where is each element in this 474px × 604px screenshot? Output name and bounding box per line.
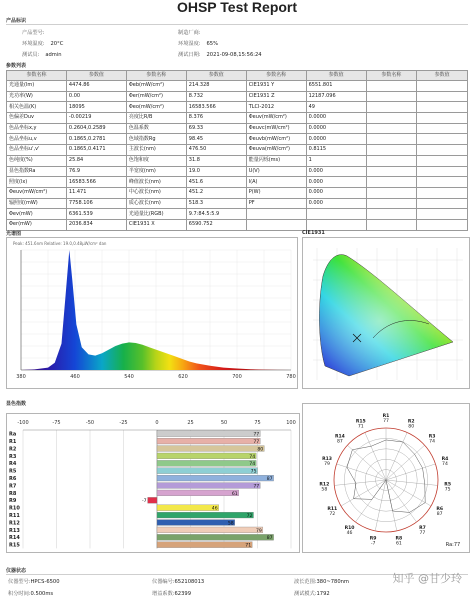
param-value: 0.1865,0.2781 — [66, 134, 126, 145]
params-row — [7, 219, 468, 230]
param-name: 半宽度(nm) — [126, 166, 186, 177]
param-name: 主波长(nm) — [126, 145, 186, 156]
ra-label: Ra:77 — [445, 542, 461, 548]
params-header-cell: 参数名称 — [7, 71, 67, 81]
param-name: Φer(mW/cm²) — [126, 91, 186, 102]
param-name — [366, 145, 417, 156]
tester-field: 测试员: admin — [22, 52, 62, 58]
cri-category-label: R7 — [9, 483, 17, 490]
cri-category-label: R9 — [9, 498, 17, 505]
param-value: 518.3 — [186, 198, 246, 209]
cri-bar — [157, 527, 263, 533]
cri-category-label: R3 — [9, 453, 17, 460]
params-row — [7, 155, 468, 166]
param-value — [417, 198, 468, 209]
param-value: 451.6 — [186, 177, 246, 188]
cri-bar — [157, 512, 253, 518]
param-value — [417, 219, 468, 230]
manufacturer-field: 制造厂商: — [178, 30, 201, 36]
param-name: Φeuvc(mW/cm²) — [246, 123, 306, 134]
polar-spoke — [347, 445, 386, 480]
cri-value-label: 77 — [253, 432, 260, 438]
param-name — [366, 123, 417, 134]
params-row — [7, 166, 468, 177]
param-name: CIE1931 Y — [246, 81, 306, 92]
params-row — [7, 198, 468, 209]
param-value — [417, 113, 468, 124]
param-value: 16583.566 — [66, 177, 126, 188]
param-name — [366, 209, 417, 220]
params-row — [7, 91, 468, 102]
param-value: 18095 — [66, 102, 126, 113]
cri-value-label: 46 — [211, 506, 218, 512]
param-value: 0.000 — [306, 198, 366, 209]
cri-category-label: R2 — [9, 446, 17, 453]
cri-bar — [157, 542, 252, 548]
cri-x-tick: 50 — [220, 420, 228, 426]
param-name — [366, 198, 417, 209]
spectrum-x-tick: 460 — [70, 374, 80, 380]
param-value: 0.000 — [306, 177, 366, 188]
polar-value-label: 72 — [329, 512, 336, 517]
param-value: 0.000 — [306, 187, 366, 198]
param-name: 色品坐标x,y — [7, 123, 67, 134]
param-value: 0.1865,0.4171 — [66, 145, 126, 156]
params-heading: 参数列表 — [6, 63, 27, 69]
cie-heading: CIE1931 — [302, 230, 325, 236]
cri-bar — [157, 534, 274, 540]
cri-category-label: Ra — [9, 431, 17, 438]
cri-value-label: 77 — [253, 440, 260, 445]
param-name — [366, 219, 417, 230]
param-name: TLCI-2012 — [246, 102, 306, 113]
polar-value-label: 77 — [383, 419, 389, 424]
param-name: Φeuva(mW/cm²) — [246, 145, 306, 156]
cri-value-label: 58 — [227, 521, 234, 527]
polar-value-label: 74 — [442, 461, 448, 467]
params-row — [7, 209, 468, 220]
spectrum-x-tick: 380 — [16, 374, 26, 380]
param-name: 光功率(W) — [7, 91, 67, 102]
polar-spoke — [386, 464, 435, 480]
polar-category-label: R10 — [344, 526, 355, 532]
spectrum-x-tick: 700 — [232, 374, 242, 380]
param-value: 6551.801 — [306, 81, 366, 92]
param-name — [366, 177, 417, 188]
param-value — [417, 166, 468, 177]
param-name: 色域指数Rg — [126, 134, 186, 145]
polar-category-label: R9 — [369, 536, 377, 542]
polar-category-label: R8 — [395, 536, 403, 542]
cri-value-label: 77 — [253, 484, 260, 490]
param-value — [417, 123, 468, 134]
param-value: 1 — [306, 155, 366, 166]
cri-bar-chart — [7, 414, 299, 552]
wavelength-range-field: 波长范围:380~780nm — [294, 579, 349, 585]
param-name: 色纯度(%) — [7, 155, 67, 166]
spectrum-x-tick: 540 — [124, 374, 134, 380]
cri-bar — [157, 490, 239, 496]
cri-category-label: R4 — [9, 461, 17, 468]
cri-value-label: -7 — [142, 499, 147, 505]
polar-spoke — [337, 464, 386, 480]
param-name: Φeuvb(mW/cm²) — [246, 134, 306, 145]
product-model-field: 产品型号: — [22, 30, 45, 36]
polar-category-label: R2 — [407, 419, 415, 425]
cri-value-label: 72 — [246, 514, 253, 519]
cri-value-label: 87 — [266, 477, 273, 482]
cri-x-tick: -100 — [17, 420, 29, 426]
param-value: -0.00219 — [66, 113, 126, 124]
cie-diagram — [303, 238, 469, 388]
param-value — [417, 177, 468, 188]
polar-value-label: 77 — [419, 531, 426, 537]
instrument-serial-field: 仪器编号:652108013 — [152, 579, 205, 585]
polar-value-label: 74 — [429, 439, 436, 445]
cri-value-label: 87 — [266, 536, 273, 542]
param-name: 色饱和度 — [126, 155, 186, 166]
param-name: 峰值波长(nm) — [126, 177, 186, 188]
polar-value-label: 61 — [395, 541, 402, 547]
param-name — [366, 134, 417, 145]
cri-x-tick: -75 — [52, 420, 61, 426]
cri-category-label: R14 — [9, 535, 20, 542]
param-value: 0.2604,0.2589 — [66, 123, 126, 134]
cri-category-label: R13 — [9, 527, 20, 534]
cri-value-label: 74 — [249, 454, 256, 460]
param-name: 照度(lx) — [7, 177, 67, 188]
cri-bar — [157, 475, 274, 481]
params-row — [7, 81, 468, 92]
param-name: Φeuv(mW/cm²) — [246, 113, 306, 124]
test-date-field: 测试日期: 2021-09-08,15:56:24 — [178, 52, 262, 58]
param-value: 0.0000 — [306, 113, 366, 124]
param-name: P(W) — [246, 187, 306, 198]
cri-value-label: 61 — [231, 491, 238, 497]
param-value: 0.8115 — [306, 145, 366, 156]
param-name: 能量闪烁(ms) — [246, 155, 306, 166]
params-row — [7, 113, 468, 124]
param-value: 9.7:84.5:5.9 — [186, 209, 246, 220]
divider — [6, 24, 468, 25]
polar-category-label: R11 — [327, 507, 338, 512]
cri-category-label: R12 — [9, 520, 20, 527]
spectrum-panel — [6, 237, 298, 389]
param-value: 25.84 — [66, 155, 126, 166]
param-name: CIE1931 Z — [246, 91, 306, 102]
cri-bar — [157, 468, 258, 474]
param-name — [246, 219, 306, 230]
param-value — [417, 187, 468, 198]
param-name: U(V) — [246, 166, 306, 177]
param-name — [366, 91, 417, 102]
param-value: 0.0000 — [306, 123, 366, 134]
params-header-cell: 参数值 — [66, 71, 126, 81]
param-value: 31.8 — [186, 155, 246, 166]
param-name: Φer(mW) — [7, 219, 67, 230]
param-value: 2036.834 — [66, 219, 126, 230]
polar-category-label: R14 — [334, 434, 345, 440]
param-value — [417, 134, 468, 145]
cri-bar — [157, 438, 260, 444]
cri-category-label: R1 — [9, 439, 17, 445]
param-name: 显色指数Ra — [7, 166, 67, 177]
polar-value-label: 80 — [408, 424, 415, 430]
polar-value-label: 71 — [357, 424, 364, 430]
polar-value-label: 75 — [444, 487, 451, 493]
gain-field: 增益系数:62399 — [152, 591, 192, 597]
cri-bar — [157, 483, 260, 489]
instrument-heading: 仪器状态 — [6, 568, 27, 574]
params-row — [7, 102, 468, 113]
params-row — [7, 187, 468, 198]
param-value: 8.376 — [186, 113, 246, 124]
params-row — [7, 177, 468, 188]
param-name: 质心波长(nm) — [126, 198, 186, 209]
param-name — [366, 155, 417, 166]
cri-heading: 显色指数 — [6, 401, 27, 407]
cri-x-tick: -50 — [85, 420, 95, 426]
cri-value-label: 75 — [250, 469, 257, 475]
product-info-heading: 产品标识 — [6, 18, 27, 24]
polar-value-label: 58 — [321, 487, 328, 493]
cri-bar — [157, 446, 264, 452]
param-value — [417, 81, 468, 92]
param-name: 相关色温(K) — [7, 102, 67, 113]
cri-category-label: R5 — [9, 468, 17, 475]
params-header-cell: 参数名称 — [246, 71, 306, 81]
param-value: 8.732 — [186, 91, 246, 102]
param-name — [366, 166, 417, 177]
param-value: 69.33 — [186, 123, 246, 134]
cri-category-label: R15 — [9, 542, 20, 549]
polar-category-label: R7 — [419, 526, 426, 532]
spectrum-info: Peak: 451.6nm Relative: 19.0,0.48μW/cm² dan — [13, 241, 107, 246]
param-name: PF — [246, 198, 306, 209]
polar-value-label: 87 — [436, 512, 443, 517]
param-name: CIE1931 X — [126, 219, 186, 230]
param-name: 色温系数 — [126, 123, 186, 134]
param-value: 12187.096 — [306, 91, 366, 102]
param-value: 19.0 — [186, 166, 246, 177]
cri-value-label: 71 — [245, 543, 252, 549]
params-row — [7, 123, 468, 134]
cri-x-tick: 75 — [254, 420, 261, 426]
param-value: 0.0000 — [306, 134, 366, 145]
param-value — [417, 155, 468, 166]
cri-x-tick: 25 — [187, 420, 194, 426]
param-value: 11.471 — [66, 187, 126, 198]
param-value: 4474.86 — [66, 81, 126, 92]
param-value — [417, 91, 468, 102]
params-table — [6, 70, 468, 231]
param-name: 光通量比(RGB) — [126, 209, 186, 220]
param-name: Φev(mW) — [7, 209, 67, 220]
param-value: 49 — [306, 102, 366, 113]
param-name: 色品坐标u,v — [7, 134, 67, 145]
spectrum-x-tick: 620 — [178, 374, 188, 380]
cri-category-label: R8 — [9, 490, 17, 497]
param-name: 辐照度(mW) — [7, 198, 67, 209]
param-name: Φeo(mW/cm²) — [126, 102, 186, 113]
params-header-cell: 参数值 — [306, 71, 366, 81]
param-name — [366, 81, 417, 92]
cri-category-label: R10 — [9, 505, 20, 512]
cri-bar — [157, 453, 256, 459]
param-name: Φeuv(mW/cm²) — [7, 187, 67, 198]
polar-value-label: 46 — [346, 531, 353, 537]
integration-time-field: 积分时间:0.500ms — [8, 591, 54, 597]
param-name: 色品坐标u',v' — [7, 145, 67, 156]
param-value — [306, 219, 366, 230]
spectrum-x-tick: 780 — [286, 374, 296, 380]
polar-category-label: R3 — [428, 434, 436, 440]
cri-value-label: 80 — [257, 447, 264, 453]
cri-bar — [148, 497, 157, 503]
param-value — [306, 209, 366, 220]
test-mode-field: 测试模式:1792 — [294, 591, 330, 597]
param-name: 中心波长(nm) — [126, 187, 186, 198]
cri-x-tick: -25 — [119, 420, 128, 426]
param-name — [366, 113, 417, 124]
spectrum-heading: 光谱图 — [6, 231, 22, 237]
param-value: 451.2 — [186, 187, 246, 198]
param-value: 0.00 — [66, 91, 126, 102]
param-value: 6361.539 — [66, 209, 126, 220]
cri-category-label: R11 — [9, 513, 20, 519]
param-name: 色偏差Duv — [7, 113, 67, 124]
cri-bar — [157, 431, 260, 437]
params-row — [7, 134, 468, 145]
param-name — [366, 187, 417, 198]
cri-polar-chart — [303, 404, 469, 552]
params-header-cell: 参数值 — [417, 71, 468, 81]
cri-x-tick: 0 — [155, 420, 159, 426]
param-name: Φeb(mW/cm²) — [126, 81, 186, 92]
polar-category-label: R6 — [436, 507, 444, 512]
polar-category-label: R5 — [444, 482, 452, 488]
cri-polar-panel — [302, 403, 470, 553]
instrument-model-field: 仪器型号:HPCS-6500 — [8, 579, 60, 585]
param-name — [366, 102, 417, 113]
cri-bar-panel — [6, 413, 300, 553]
polar-value-label: 79 — [324, 461, 330, 467]
ambient-temp-field: 环境温度: 20°C — [22, 41, 64, 47]
param-value: 98.45 — [186, 134, 246, 145]
param-value: 0.000 — [306, 166, 366, 177]
params-header-cell: 参数名称 — [366, 71, 417, 81]
param-name: I(A) — [246, 177, 306, 188]
watermark: 知乎 @甘少玲 — [392, 572, 462, 585]
param-value: 16583.566 — [186, 102, 246, 113]
param-name: 光通量(lm) — [7, 81, 67, 92]
param-value: 476.50 — [186, 145, 246, 156]
param-value: 214.328 — [186, 81, 246, 92]
param-name: 亮度比R/B — [126, 113, 186, 124]
cri-category-label: R6 — [9, 476, 17, 482]
cri-x-tick: 100 — [286, 420, 296, 426]
polar-category-label: R4 — [441, 456, 449, 462]
param-value — [417, 102, 468, 113]
polar-category-label: R15 — [355, 419, 366, 425]
param-value: 76.9 — [66, 166, 126, 177]
params-row — [7, 145, 468, 156]
polar-value-label: -7 — [370, 541, 376, 547]
param-value: 7758.106 — [66, 198, 126, 209]
cri-bar — [157, 460, 256, 466]
param-value: 6590.752 — [186, 219, 246, 230]
polar-category-label: R12 — [319, 482, 330, 488]
cri-value-label: 74 — [249, 462, 256, 468]
param-name — [246, 209, 306, 220]
polar-category-label: R1 — [382, 414, 390, 419]
polar-category-label: R13 — [322, 456, 333, 462]
ambient-humidity-field: 环境湿度: 65% — [178, 41, 219, 47]
cri-bar — [157, 520, 235, 526]
polar-value-label: 87 — [336, 439, 343, 445]
cri-value-label: 79 — [256, 528, 262, 534]
polar-spoke — [386, 445, 425, 480]
params-header-cell: 参数名称 — [126, 71, 186, 81]
report-title: OHSP Test Report — [176, 0, 298, 15]
param-value — [417, 209, 468, 220]
spectrum-chart — [7, 238, 297, 388]
param-value — [417, 145, 468, 156]
params-header-cell: 参数值 — [186, 71, 246, 81]
cri-bar — [157, 505, 219, 511]
cie-panel — [302, 237, 470, 389]
